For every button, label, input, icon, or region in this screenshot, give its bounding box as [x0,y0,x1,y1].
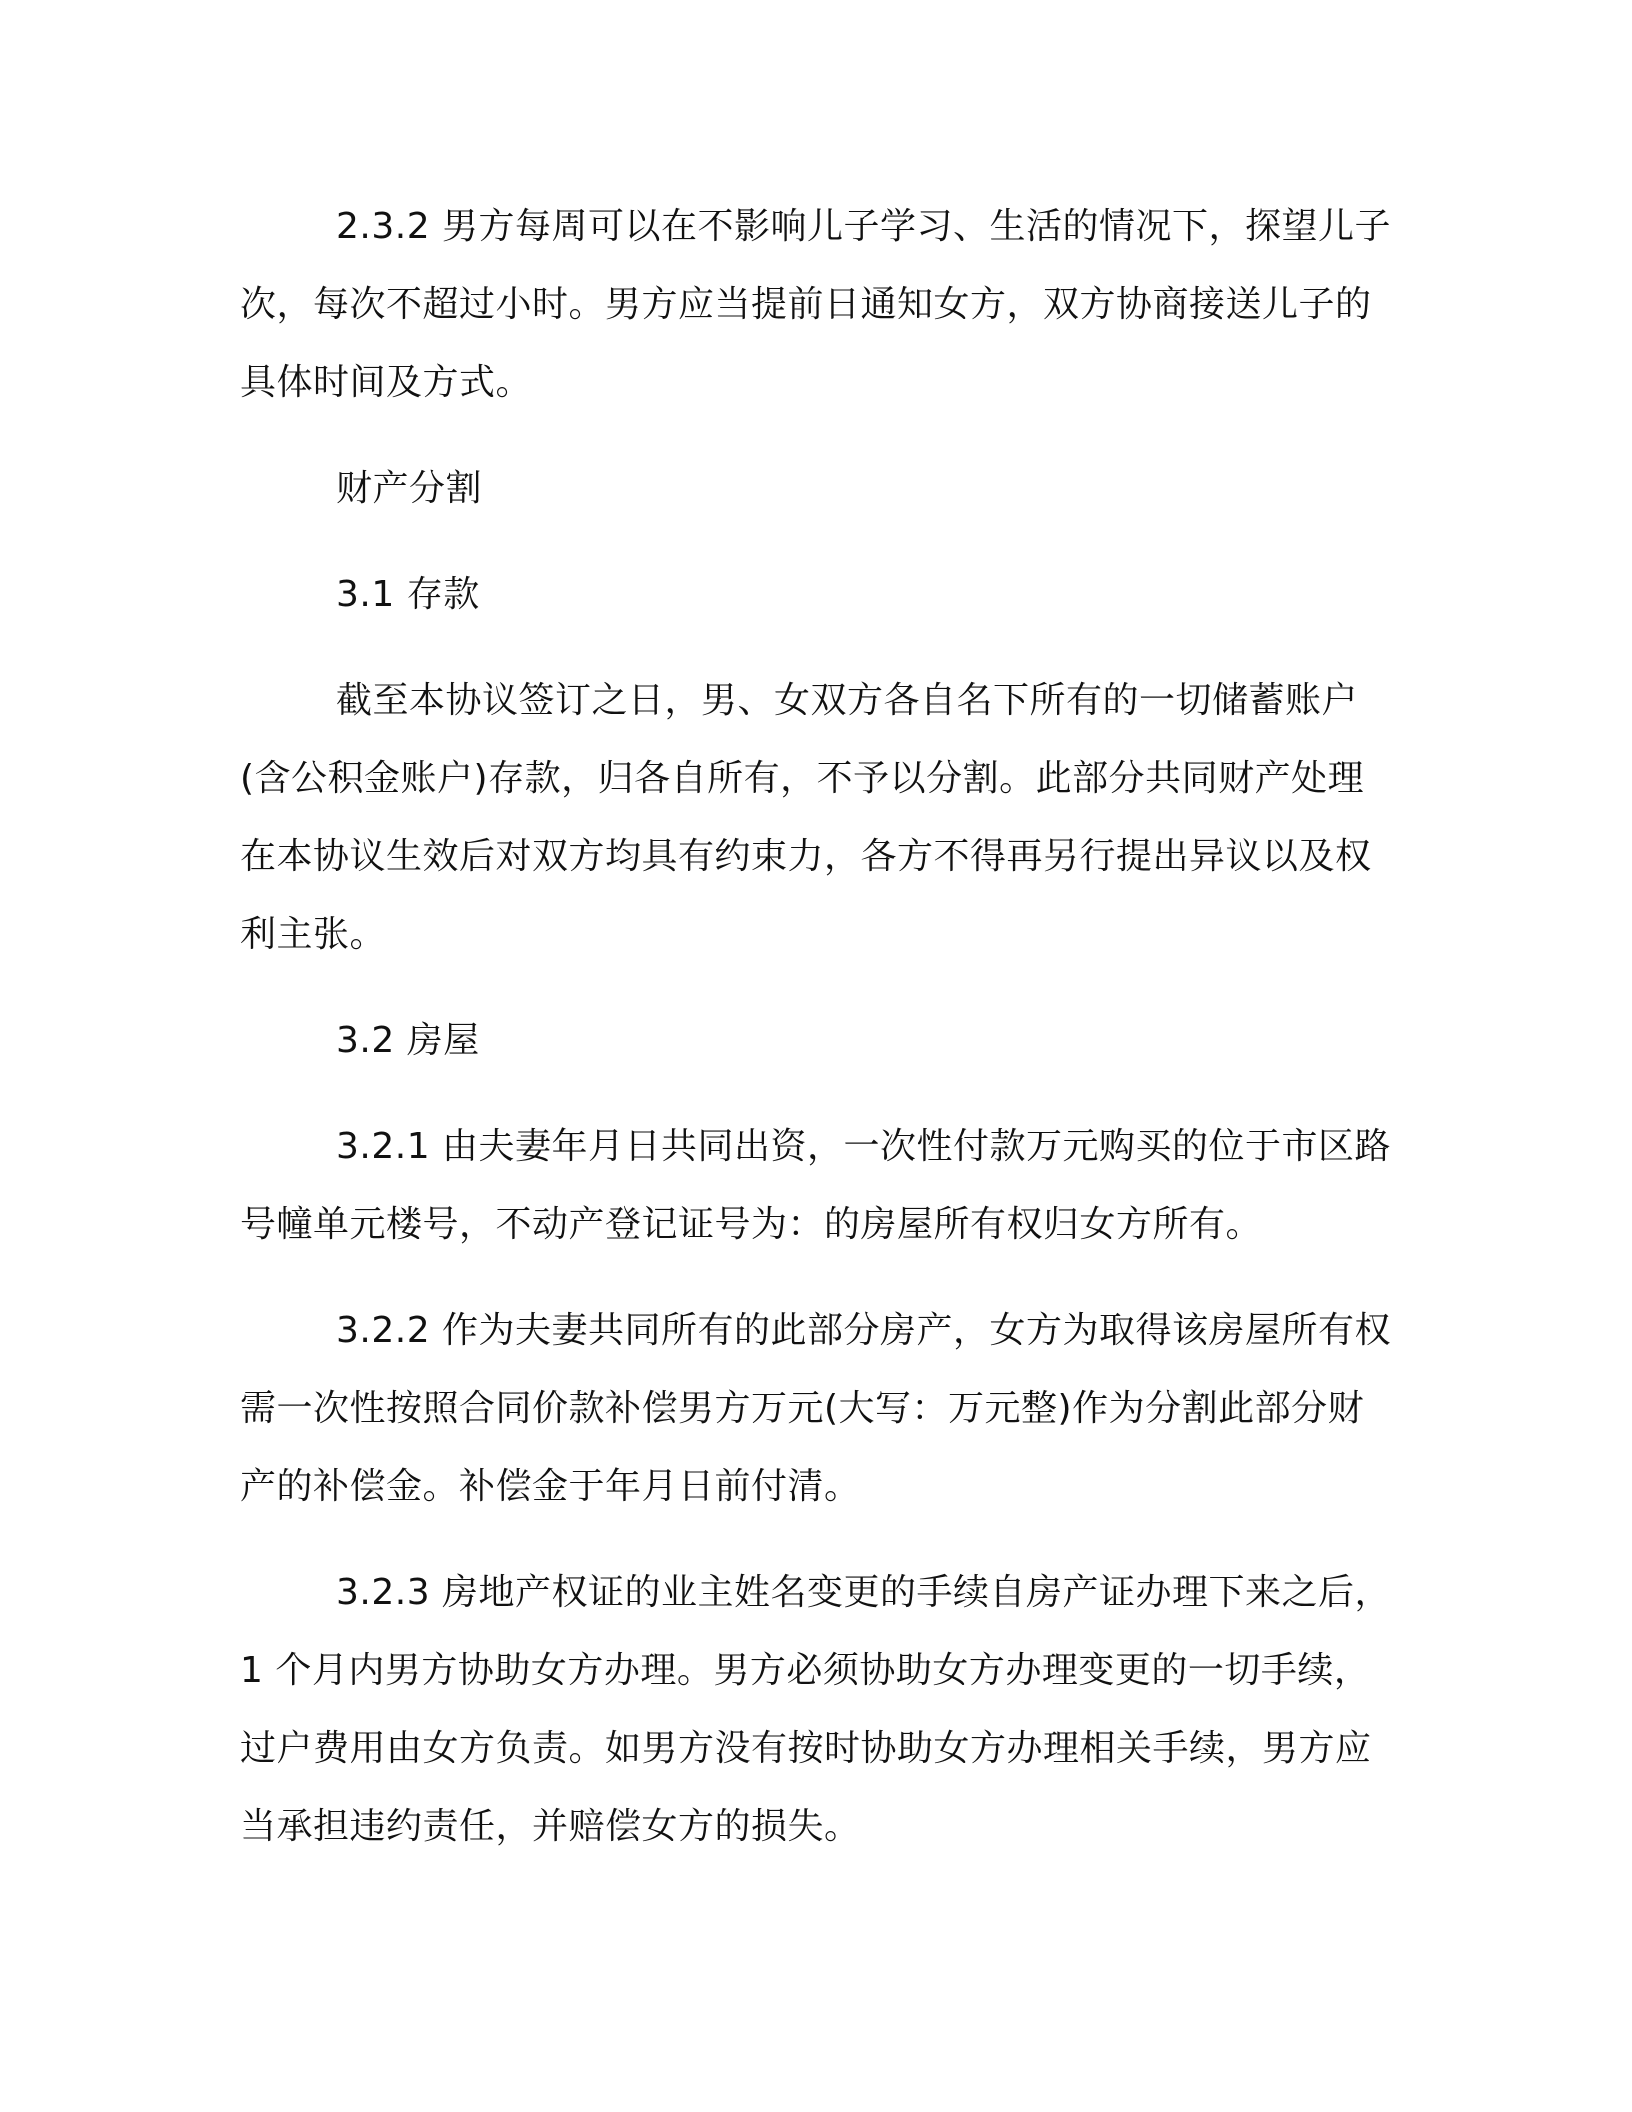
document-body [240,188,1400,1866]
paragraph-2-3-2-visitation: 2.3.2 男方每周可以在不影响儿子学习、生活的情况下，探望儿子次，每次不超过小时。男方应当提前日通知女方，双方协商接送儿子的具体时间及方式。 [240,206,1392,403]
paragraph-3-2-1-ownership: 3.2.1 由夫妻年月日共同出资，一次性付款万元购买的位于市区路号幢单元楼号，不动产登记证号为：的房屋所有权归女方所有。 [240,1126,1392,1245]
heading-3-1-deposits: 3.1 存款 [336,574,480,615]
paragraph-3-2-2-compensation: 3.2.2 作为夫妻共同所有的此部分房产，女方为取得该房屋所有权需一次性按照合同价款补偿男方万元(大写：万元整)作为分割此部分财产的补偿金。补偿金于年月日前付清。 [240,1310,1392,1507]
paragraph-3-1-deposits: 截至本协议签订之日，男、女双方各自名下所有的一切储蓄账户(含公积金账户)存款，归各自所有，不予以分割。此部分共同财产处理在本协议生效后对双方均具有约束力，各方不得再另行提出异议以及权利主张。 [240,680,1372,955]
heading-property-division: 财产分割 [336,468,483,509]
paragraph-3-2-3-transfer: 3.2.3 房地产权证的业主姓名变更的手续自房产证办理下来之后，1 个月内男方协助女方办理。男方必须协助女方办理变更的一切手续，过户费用由女方负责。如男方没有按时协助女方办理相关手续，男方应当承担违约责任，并赔偿女方的损失。 [240,1572,1392,1847]
heading-3-2-housing: 3.2 房屋 [336,1020,480,1061]
